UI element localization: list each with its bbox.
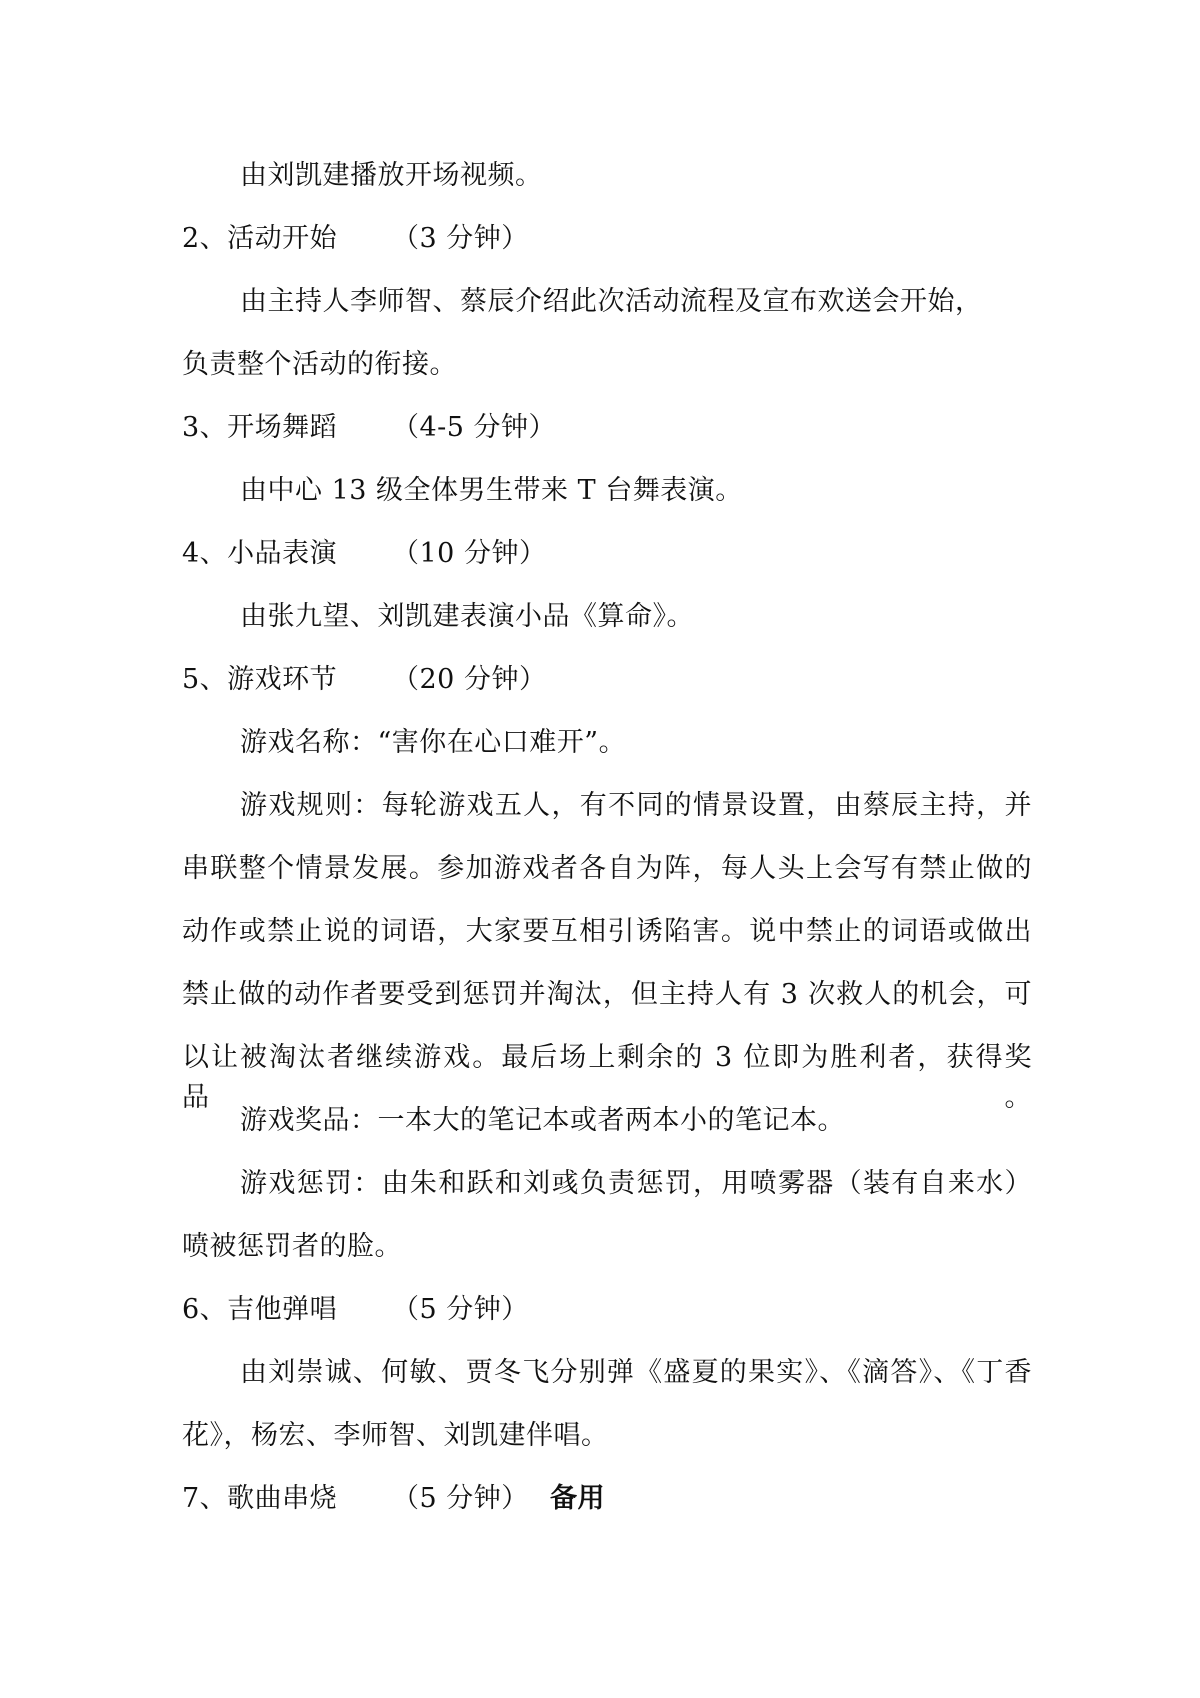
section-duration: （3 分钟） bbox=[392, 223, 529, 254]
paragraph-line: 以让被淘汰者继续游戏。最后场上剩余的 3 位即为胜利者，获得奖品。 bbox=[182, 1042, 1032, 1113]
paragraph-line: 由张九望、刘凯建表演小品《算命》。 bbox=[240, 601, 694, 632]
section-duration: （10 分钟） bbox=[392, 538, 547, 569]
paragraph-line: 由中心 13 级全体男生带来 T 台舞表演。 bbox=[240, 475, 743, 506]
paragraph-line: 由刘凯建播放开场视频。 bbox=[240, 160, 543, 191]
paragraph-line: 游戏惩罚：由朱和跃和刘彧负责惩罚，用喷雾器（装有自来水） bbox=[240, 1168, 1032, 1199]
section-heading bbox=[182, 408, 1032, 448]
section-heading bbox=[182, 1290, 1032, 1330]
section-duration: （4-5 分钟） bbox=[392, 412, 557, 443]
section-duration: （5 分钟） bbox=[392, 1294, 529, 1325]
section-title: 7、歌曲串烧 bbox=[182, 1483, 338, 1514]
section-duration: （5 分钟） bbox=[392, 1483, 529, 1514]
paragraph-line: 禁止做的动作者要受到惩罚并淘汰，但主持人有 3 次救人的机会，可 bbox=[182, 979, 1032, 1010]
section-note: 备用 bbox=[550, 1483, 605, 1514]
paragraph-line: 由刘崇诚、何敏、贾冬飞分别弹《盛夏的果实》、《滴答》、《丁香 bbox=[240, 1357, 1032, 1388]
paragraph-line: 动作或禁止说的词语，大家要互相引诱陷害。说中禁止的词语或做出 bbox=[182, 916, 1032, 947]
paragraph-line: 串联整个情景发展。参加游戏者各自为阵，每人头上会写有禁止做的 bbox=[182, 853, 1032, 884]
paragraph-line: 由主持人李师智、蔡辰介绍此次活动流程及宣布欢送会开始， bbox=[240, 286, 983, 317]
paragraph-line: 喷被惩罚者的脸。 bbox=[182, 1231, 402, 1262]
section-heading bbox=[182, 219, 1032, 259]
section-heading bbox=[182, 534, 1032, 574]
section-duration: （20 分钟） bbox=[392, 664, 547, 695]
section-title: 2、活动开始 bbox=[182, 223, 338, 254]
paragraph-line: 游戏名称：“害你在心口难开”。 bbox=[240, 727, 627, 758]
section-title: 3、开场舞蹈 bbox=[182, 412, 338, 443]
paragraph-line: 负责整个活动的衔接。 bbox=[182, 349, 457, 380]
paragraph-line: 花》，杨宏、李师智、刘凯建伴唱。 bbox=[182, 1420, 609, 1451]
section-title: 4、小品表演 bbox=[182, 538, 338, 569]
paragraph-line: 游戏奖品：一本大的笔记本或者两本小的笔记本。 bbox=[240, 1105, 845, 1136]
section-title: 6、吉他弹唱 bbox=[182, 1294, 338, 1325]
section-heading bbox=[182, 1479, 1032, 1519]
section-title: 5、游戏环节 bbox=[182, 664, 338, 695]
section-heading bbox=[182, 660, 1032, 700]
paragraph-line: 游戏规则：每轮游戏五人，有不同的情景设置，由蔡辰主持，并 bbox=[240, 790, 1032, 821]
